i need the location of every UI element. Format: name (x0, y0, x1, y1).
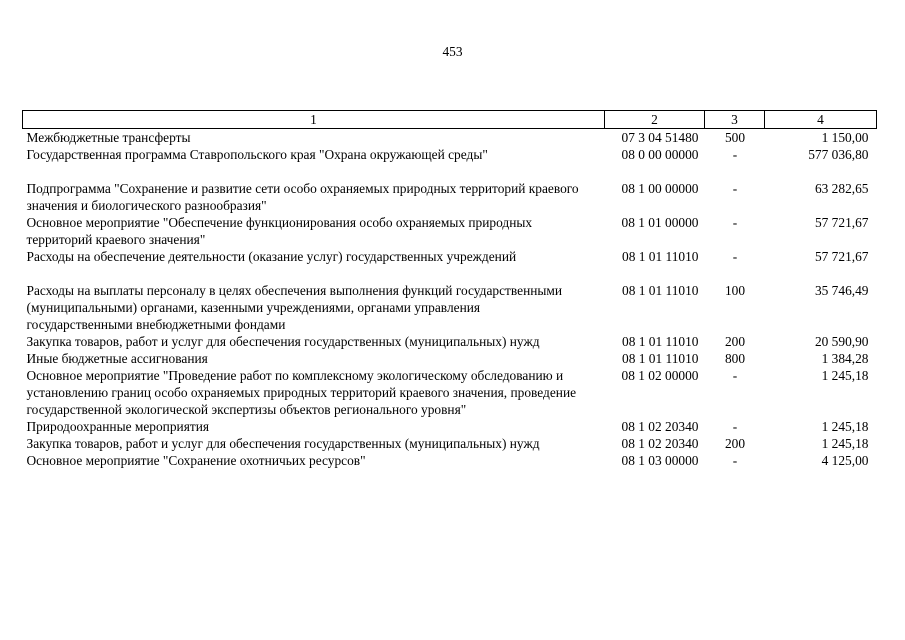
table-row (23, 350, 877, 367)
spacer-cell (23, 265, 877, 282)
row-type-cell: 200 (724, 436, 746, 451)
row-type-cell: 200 (724, 334, 746, 349)
row-name-cell: Закупка товаров, работ и услуг для обеспечения государственных (муниципальных) нужд (26, 334, 540, 349)
row-code-cell: 08 1 03 00000 (621, 453, 699, 468)
row-type-cell: - (732, 181, 738, 196)
table-row (23, 333, 877, 350)
row-amount-cell: 4 125,00 (821, 453, 869, 468)
row-amount-cell: 57 721,67 (814, 215, 869, 230)
row-spacer (23, 163, 877, 180)
row-name-cell: Природоохранные мероприятия (26, 419, 210, 434)
table-body (23, 129, 877, 470)
row-name-cell: Государственная программа Ставропольского края "Охрана окружающей среды" (26, 147, 488, 162)
row-code-cell: 08 1 01 11010 (622, 249, 699, 264)
row-name-cell: Основное мероприятие "Обеспечение функционирования особо охраняемых природных территорий краевого значения" (26, 215, 533, 247)
row-name-cell: Подпрограмма "Сохранение и развитие сети особо охраняемых природных территорий краевого значения и биологического разнообразия" (26, 181, 579, 213)
row-code-cell: 07 3 04 51480 (621, 130, 699, 145)
header-row (23, 111, 877, 129)
row-amount-cell: 63 282,65 (814, 181, 869, 196)
row-code-cell: 08 1 02 20340 (621, 436, 699, 451)
row-code-cell: 08 1 02 20340 (621, 419, 699, 434)
table-row (23, 435, 877, 452)
row-spacer (23, 265, 877, 282)
table-row (23, 282, 877, 333)
column-header-amount: 4 (765, 111, 877, 129)
row-type-cell: - (732, 215, 738, 230)
row-amount-cell: 1 245,18 (821, 419, 869, 434)
row-amount-cell: 577 036,80 (808, 147, 869, 162)
row-amount-cell: 1 245,18 (821, 368, 869, 383)
row-type-cell: 500 (724, 130, 746, 145)
row-type-cell: - (732, 453, 738, 468)
row-type-cell: - (732, 419, 738, 434)
row-amount-cell: 1 384,28 (821, 351, 869, 366)
budget-table (22, 110, 877, 469)
spacer-cell (23, 163, 877, 180)
table-row (23, 452, 877, 469)
row-code-cell: 08 1 00 00000 (621, 181, 699, 196)
row-amount-cell: 57 721,67 (814, 249, 869, 264)
row-amount-cell: 20 590,90 (814, 334, 869, 349)
row-name-cell: Иные бюджетные ассигнования (26, 351, 208, 366)
table-row (23, 146, 877, 163)
row-type-cell: - (732, 147, 738, 162)
table-header (23, 111, 877, 129)
column-header-name: 1 (23, 111, 605, 129)
row-amount-cell: 35 746,49 (814, 283, 869, 298)
page-number: 453 (442, 44, 463, 59)
row-name-cell: Закупка товаров, работ и услуг для обеспечения государственных (муниципальных) нужд (26, 436, 540, 451)
row-amount-cell: 1 150,00 (821, 130, 869, 145)
table-row (23, 418, 877, 435)
row-code-cell: 08 1 01 00000 (621, 215, 699, 230)
table-row (23, 214, 877, 248)
row-code-cell: 08 1 01 11010 (622, 334, 699, 349)
row-name-cell: Межбюджетные трансферты (26, 130, 191, 145)
column-header-type: 3 (705, 111, 765, 129)
row-code-cell: 08 1 02 00000 (621, 368, 699, 383)
row-name-cell: Расходы на обеспечение деятельности (оказание услуг) государственных учреждений (26, 249, 517, 264)
row-code-cell: 08 1 01 11010 (622, 283, 699, 298)
row-code-cell: 08 1 01 11010 (622, 351, 699, 366)
table-row (23, 129, 877, 147)
row-code-cell: 08 0 00 00000 (621, 147, 699, 162)
row-name-cell: Расходы на выплаты персоналу в целях обеспечения выполнения функций государственными (муниципальными) органами, казенными учреждениями, органами управления государственными внебюджетными фондами (26, 283, 563, 332)
row-type-cell: - (732, 249, 738, 264)
row-name-cell: Основное мероприятие "Сохранение охотничьих ресурсов" (26, 453, 366, 468)
row-amount-cell: 1 245,18 (821, 436, 869, 451)
table-row (23, 367, 877, 418)
row-type-cell: 800 (724, 351, 746, 366)
row-type-cell: 100 (724, 283, 746, 298)
table-row (23, 180, 877, 214)
table-row (23, 248, 877, 265)
row-name-cell: Основное мероприятие "Проведение работ по комплексному экологическому обследованию и установлению границ особо охраняемых природных территорий краевого значения, проведение государственной экологической экспертизы объектов регионального уровня" (26, 368, 577, 417)
row-type-cell: - (732, 368, 738, 383)
column-header-code: 2 (605, 111, 705, 129)
